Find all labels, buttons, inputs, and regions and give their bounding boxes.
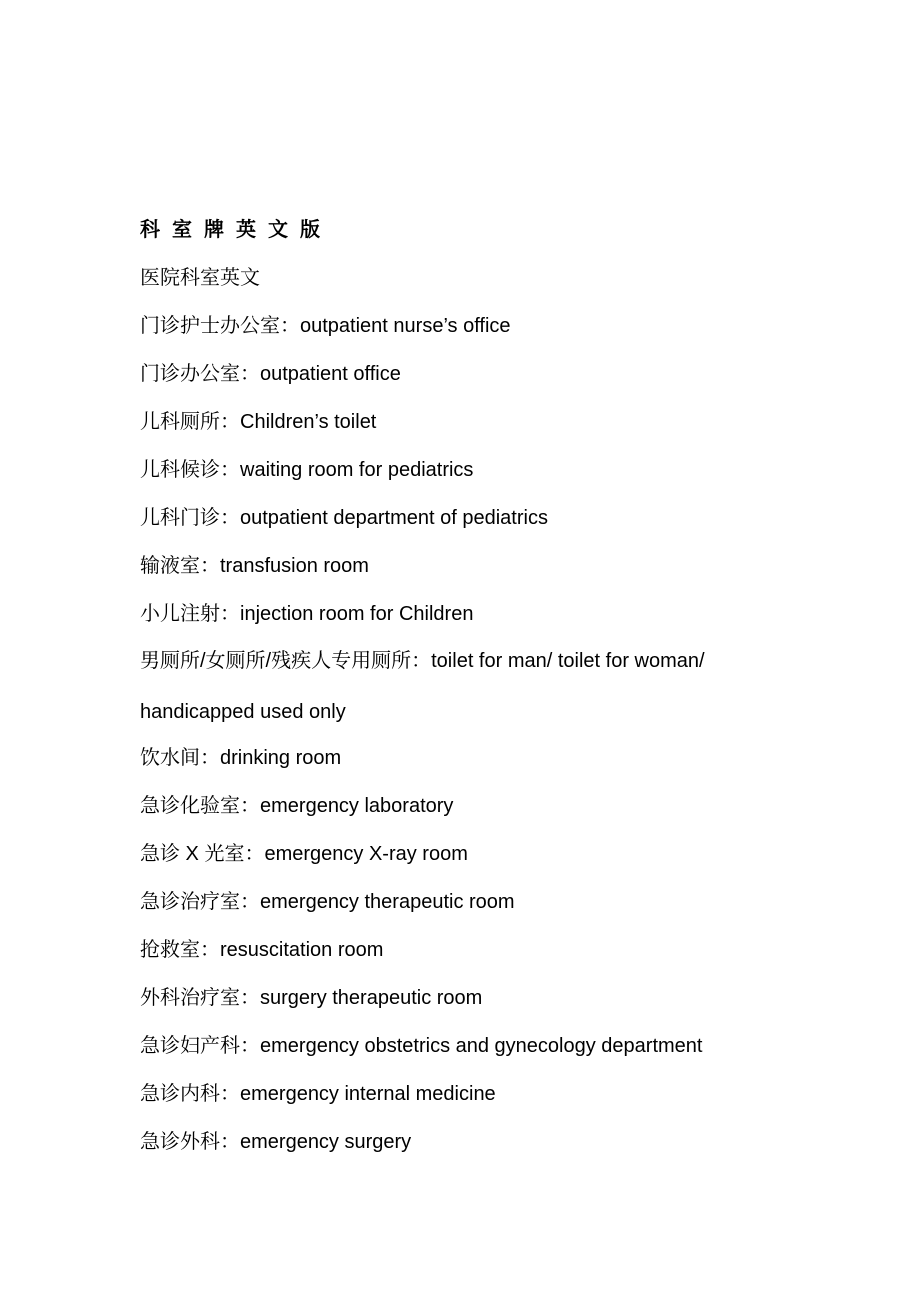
entry-en: transfusion room: [220, 555, 369, 577]
entry-en: drinking room: [220, 747, 342, 769]
entry-en: emergency X-ray room: [264, 843, 468, 865]
entry-cn: 男厕所/女厕所/残疾人专用厕所: [140, 650, 412, 672]
entry-separator: ：: [240, 987, 260, 1009]
document-title: 科室牌英文版: [140, 219, 332, 241]
entry-cn: 儿科候诊: [140, 459, 220, 481]
entry-cn: 急诊化验室: [140, 795, 240, 817]
entry-en: emergency surgery: [240, 1131, 412, 1153]
entry-cn: 急诊妇产科: [140, 1035, 240, 1057]
entry-emergency-internal-medicine: [140, 1076, 780, 1112]
entry-outpatient-nurse-office: [140, 308, 780, 344]
entry-en: toilet for man/ toilet for woman/ handicapped used only: [140, 650, 705, 723]
entry-surgery-therapeutic: [140, 980, 780, 1016]
entry-emergency-therapeutic: [140, 884, 780, 920]
entry-en: emergency therapeutic room: [260, 891, 515, 913]
entry-separator: ：: [200, 939, 220, 961]
entry-separator: ：: [220, 1083, 240, 1105]
entry-cn: 抢救室: [140, 939, 200, 961]
entry-emergency-xray: [140, 836, 780, 872]
entry-cn: 急诊外科: [140, 1131, 220, 1153]
entry-resuscitation-room: [140, 932, 780, 968]
entry-cn: 小儿注射: [140, 603, 220, 625]
entry-separator: ：: [240, 891, 260, 913]
entry-emergency-laboratory: [140, 788, 780, 824]
entry-separator: ：: [220, 459, 240, 481]
entry-separator: ：: [240, 795, 260, 817]
entry-drinking-room: [140, 740, 780, 776]
entry-separator: ：: [220, 1131, 240, 1153]
entry-separator: ：: [280, 315, 300, 337]
entry-outpatient-office: [140, 356, 780, 392]
entry-en: outpatient office: [260, 363, 401, 385]
entry-separator: ：: [200, 747, 220, 769]
entry-cn: 门诊办公室: [140, 363, 240, 385]
entry-en: outpatient nurse’s office: [300, 315, 511, 337]
entry-separator: ：: [244, 843, 265, 865]
entry-separator: ：: [200, 555, 220, 577]
entry-en: resuscitation room: [220, 939, 384, 961]
entry-separator: ：: [411, 650, 432, 672]
entry-cn: 儿科厕所: [140, 411, 220, 433]
document-content: [140, 212, 780, 1172]
entry-en: outpatient department of pediatrics: [240, 507, 548, 529]
entry-separator: ：: [220, 411, 240, 433]
entry-emergency-surgery: [140, 1124, 780, 1160]
entry-pediatrics-waiting: [140, 452, 780, 488]
entry-en: emergency laboratory: [260, 795, 454, 817]
entry-cn: 饮水间: [140, 747, 200, 769]
entry-cn: 外科治疗室: [140, 987, 240, 1009]
entry-en: surgery therapeutic room: [260, 987, 483, 1009]
entry-children-injection: [140, 596, 780, 632]
document-subtitle: 医院科室英文: [140, 267, 260, 289]
entry-separator: ：: [240, 363, 260, 385]
entry-emergency-obgyn: [140, 1028, 780, 1064]
entry-en: waiting room for pediatrics: [240, 459, 474, 481]
entry-separator: ：: [240, 1035, 260, 1057]
entry-children-toilet: [140, 404, 780, 440]
entry-cn: 儿科门诊: [140, 507, 220, 529]
entry-cn: 急诊治疗室: [140, 891, 240, 913]
entry-cn: 输液室: [140, 555, 200, 577]
entry-cn: 急诊内科: [140, 1083, 220, 1105]
entry-separator: ：: [220, 507, 240, 529]
entry-en: injection room for Children: [240, 603, 474, 625]
entry-cn: 急诊 X 光室: [140, 843, 245, 865]
entry-cn: 门诊护士办公室: [140, 315, 280, 337]
entry-toilets: [140, 636, 780, 738]
entry-separator: ：: [220, 603, 240, 625]
entry-en: emergency internal medicine: [240, 1083, 496, 1105]
entry-transfusion-room: [140, 548, 780, 584]
entry-en: emergency obstetrics and gynecology department: [260, 1035, 703, 1057]
entry-en: Children’s toilet: [240, 411, 377, 433]
entry-pediatrics-outpatient: [140, 500, 780, 536]
